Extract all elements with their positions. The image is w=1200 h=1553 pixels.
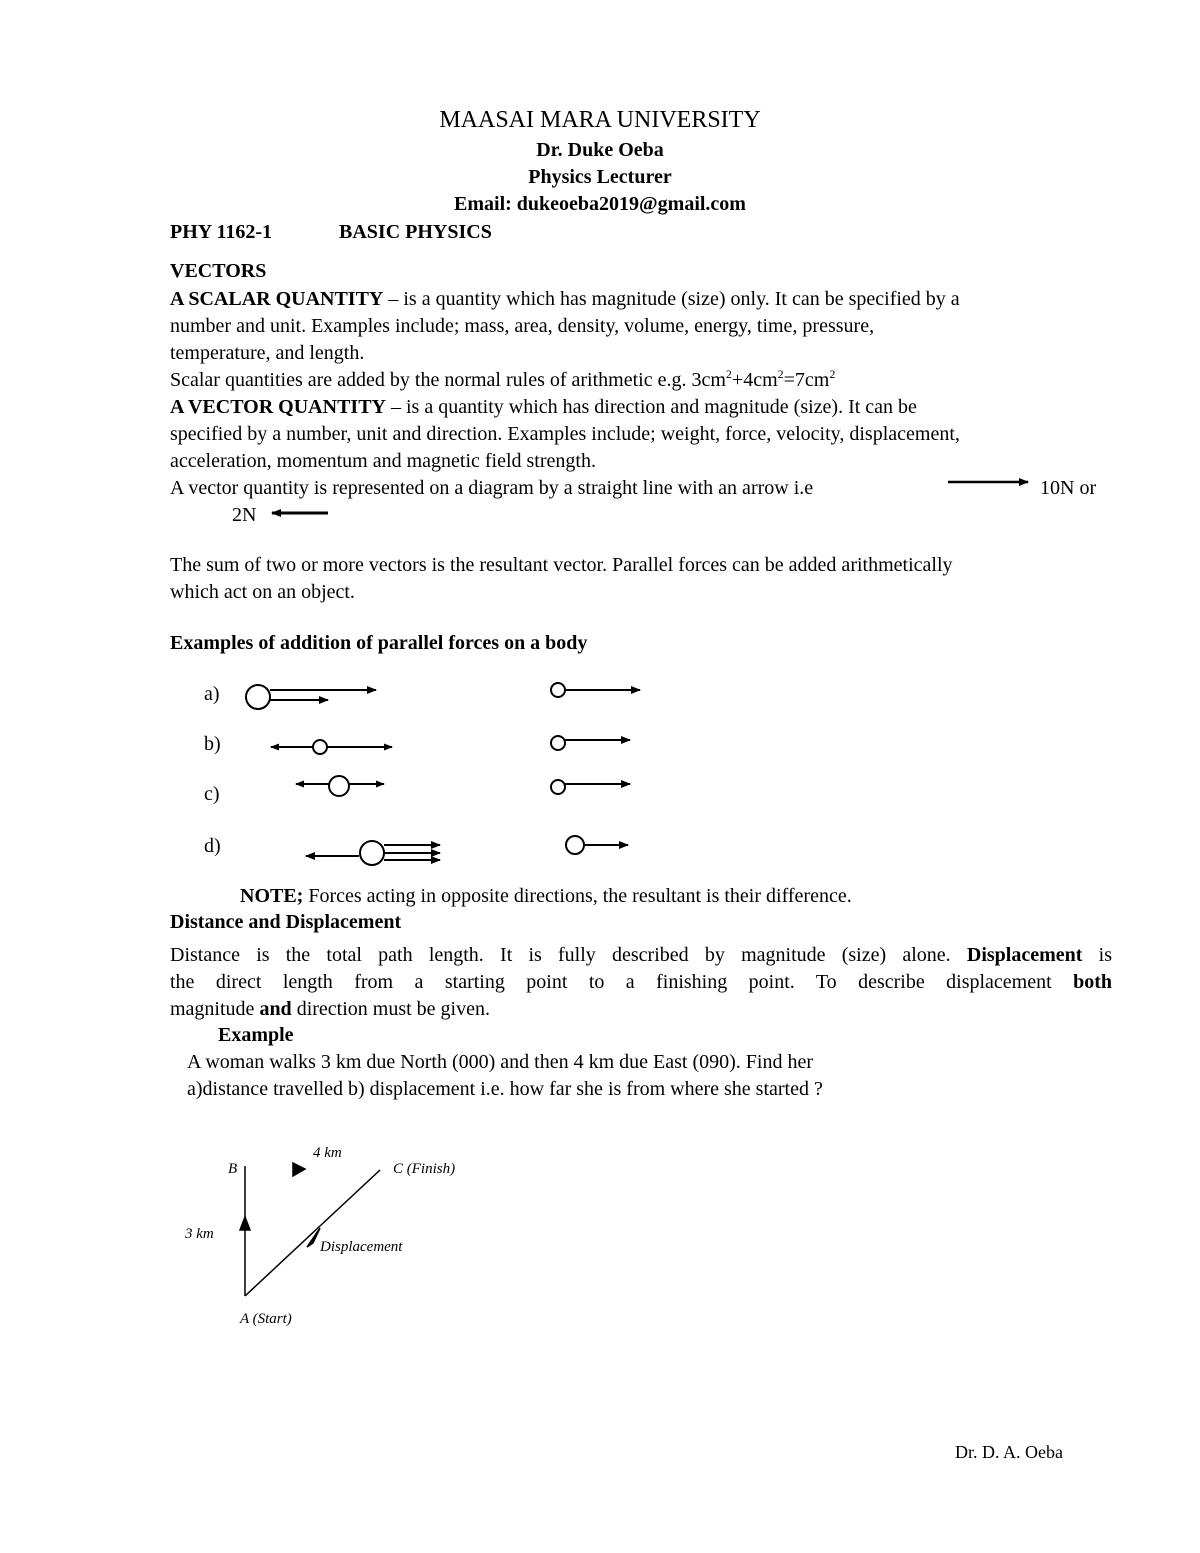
figure-label-displacement: Displacement [320, 1239, 403, 1255]
and-term: and [259, 998, 292, 1020]
example-label-c: c) [204, 783, 220, 805]
scalar-addition-text: Scalar quantities are added by the normal rules of arithmetic e.g. 3cm [170, 369, 726, 391]
figure-label-a: A (Start) [240, 1311, 292, 1327]
figure-label-c: C (Finish) [393, 1161, 456, 1177]
force-resultant-b [551, 736, 630, 750]
lecturer-role: Physics Lecturer [528, 166, 672, 188]
superscript-2c: 2 [829, 367, 836, 381]
north-arrowhead [240, 1217, 250, 1230]
distance-text-1: Distance is the total path length. It is fully described by magnitude (size) alone. [170, 944, 951, 966]
force-diagram-b [271, 740, 392, 754]
resultant-line-1: The sum of two or more vectors is the resultant vector. Parallel forces can be added arithmetically [170, 554, 953, 576]
superscript-2a: 2 [725, 367, 732, 381]
equals-7cm: =7cm [783, 369, 830, 391]
example-line-1: A woman walks 3 km due North (000) and then 4 km due East (090). Find her [187, 1051, 814, 1073]
vector-representation-line: A vector quantity is represented on a diagram by a straight line with an arrow i.e [170, 477, 814, 499]
displacement-arrowhead [307, 1228, 320, 1247]
force-diagram-c [296, 776, 384, 796]
vector-definition-line-3: acceleration, momentum and magnetic field strength. [170, 450, 596, 472]
force-resultant-c [551, 780, 630, 794]
example-heading: Example [218, 1024, 294, 1046]
course-title: BASIC PHYSICS [339, 221, 492, 243]
scalar-term: A SCALAR QUANTITY [170, 288, 384, 310]
scalar-definition-line-3: temperature, and length. [170, 342, 365, 364]
force-diagram-a [246, 685, 376, 709]
both-term: both [1073, 971, 1113, 993]
force-resultant-a [551, 683, 640, 697]
example-label-b: b) [204, 733, 221, 755]
figure-label-3km: 3 km [185, 1226, 214, 1242]
vector-definition-text: – is a quantity which has direction and magnitude (size). It can be [385, 396, 917, 418]
lecturer-name: Dr. Duke Oeba [536, 139, 664, 161]
distance-text-2: is [1098, 944, 1112, 966]
example-label-d: d) [204, 835, 221, 857]
note-label: NOTE; [240, 885, 304, 907]
scalar-definition-text: – is a quantity which has magnitude (size) only. It can be specified by a [383, 288, 960, 310]
force-resultant-d [566, 836, 628, 854]
example-line-2: a)distance travelled b) displacement i.e. how far she is from where she started ? [187, 1078, 823, 1100]
superscript-2b: 2 [777, 367, 784, 381]
scalar-definition-line-2: number and unit. Examples include; mass, area, density, volume, energy, time, pressure, [170, 315, 875, 337]
footer-author: Dr. D. A. Oeba [955, 1442, 1063, 1462]
force-diagram-d [306, 841, 440, 865]
label-10n: 10N or [1040, 477, 1097, 499]
path-a-to-c [245, 1170, 380, 1296]
distance-text-4: magnitude [170, 998, 255, 1020]
distance-text-3: the direct length from a starting point to a finishing point. To describe displacement [170, 971, 1052, 993]
distance-heading: Distance and Displacement [170, 911, 402, 933]
label-2n: 2N [232, 504, 257, 526]
course-code: PHY 1162-1 [170, 221, 273, 243]
vector-definition-line-2: specified by a number, unit and direction. Examples include; weight, force, velocity, displacement, [170, 423, 960, 445]
displacement-diagram [240, 1163, 380, 1296]
note-text: Forces acting in opposite directions, the resultant is their difference. [303, 885, 852, 907]
distance-text-5: direction must be given. [296, 998, 490, 1020]
east-arrowhead [293, 1163, 305, 1176]
parallel-forces-heading: Examples of addition of parallel forces on a body [170, 632, 588, 654]
displacement-term: Displacement [966, 944, 1083, 966]
example-label-a: a) [204, 683, 220, 705]
plus-4cm: +4cm [731, 369, 778, 391]
figure-label-b: B [228, 1161, 238, 1177]
vector-term: A VECTOR QUANTITY [170, 396, 386, 418]
resultant-line-2: which act on an object. [170, 581, 355, 603]
lecturer-email: Email: dukeoeba2019@gmail.com [454, 193, 746, 215]
university-title: MAASAI MARA UNIVERSITY [439, 107, 761, 133]
vectors-heading: VECTORS [170, 260, 267, 282]
figure-label-4km: 4 km [313, 1145, 342, 1161]
